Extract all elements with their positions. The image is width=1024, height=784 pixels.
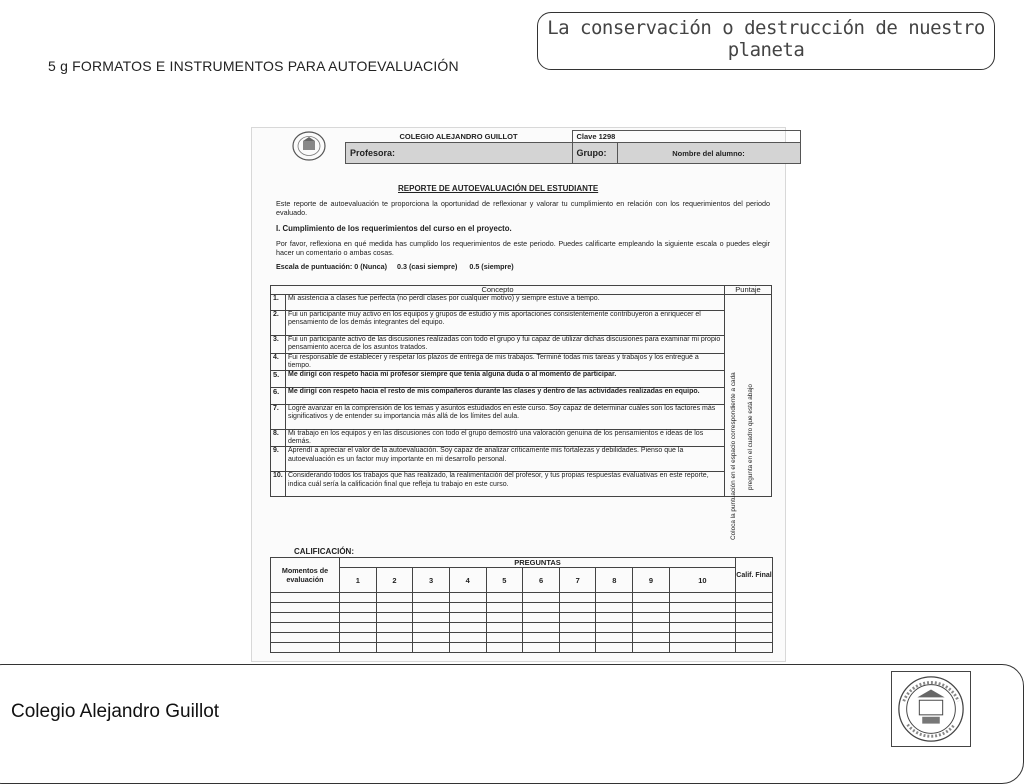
- momentos-label: Momentos de evaluación: [271, 558, 340, 593]
- profesora-label: Profesora:: [346, 143, 573, 164]
- report-intro: Este reporte de autoevaluación te proporciona la oportunidad de reflexionar y valorar tu cumplimiento en relación con los requerimientos del periodo evaluado.: [276, 199, 770, 217]
- clave: Clave 1298: [572, 131, 800, 143]
- report-title: REPORTE DE AUTOEVALUACIÓN DEL ESTUDIANTE: [398, 184, 599, 193]
- table-row: 7. Logré avanzar en la comprensión de los temas y asuntos estudiados en este curso. Soy capaz de determinar cuáles son los factores más significativos y de entender su importancia más allá de los límites del aula.: [271, 405, 772, 430]
- table-row: [271, 633, 773, 643]
- table-row: 6. Me dirigí con respeto hacia el resto de mis compañeros durante las clases y dentro de las actividades realizadas en equipo.: [271, 388, 772, 405]
- table-row: [271, 593, 773, 603]
- alumno-label: Nombre del alumno:: [617, 143, 800, 164]
- school-name: COLEGIO ALEJANDRO GUILLOT: [346, 131, 573, 143]
- table-row: 3. Fui un participante activo de las discusiones realizadas con todo el grupo y fui capaz de utilizar dichas discusiones para examinar mi propio pensamiento acerca de los asuntos tratados.: [271, 336, 772, 353]
- table-row: [271, 603, 773, 613]
- table-row: [271, 613, 773, 623]
- seal-icon: [892, 672, 970, 746]
- table-row: 9. Aprendí a apreciar el valor de la autoevaluación. Soy capaz de analizar críticamente mis fortalezas y debilidades. Pienso que la autoevaluación es un factor muy importante en mi desarrollo personal.: [271, 447, 772, 472]
- school-logo-icon: [291, 130, 327, 162]
- calificacion-table: [270, 557, 773, 653]
- calif-final-label: Calif. Final: [736, 558, 773, 593]
- document-header-table: [345, 130, 801, 164]
- slide-title: La conservación o destrucción de nuestro planeta: [547, 17, 985, 61]
- footer-text: Colegio Alejandro Guillot: [11, 701, 220, 722]
- preguntas-label: PREGUNTAS: [340, 558, 736, 568]
- calificacion-label: CALIFICACIÓN:: [294, 547, 354, 556]
- table-row: 8. Mi trabajo en los equipos y en las discusiones con todo el grupo demostró una valoración genuina de los pensamientos e ideas de los demás.: [271, 430, 772, 447]
- side-note-line-2: pregunta en el cuadro que está abajo: [747, 384, 754, 490]
- table-row: 4. Fui responsable de establecer y respetar los plazos de entrega de mis trabajos. Terminé todas mis tareas y trabajos y los entregué a tiempo.: [271, 353, 772, 370]
- table-row: 2. Fui un participante muy activo en los equipos y grupos de estudio y mis aportaciones consistentemente contribuyeron a enriquecer el pensamiento de los demás integrantes del equipo.: [271, 311, 772, 336]
- table-row: 10. Considerando todos los trabajos que has realizado, la realimentación del profesor, y tus propias respuestas evaluativas en este reporte, indica cuál sería la calificación final que refleja tu trabajo en este curso.: [271, 472, 772, 497]
- scale: Escala de puntuación: 0 (Nunca) 0.3 (casi siempre) 0.5 (siempre): [276, 262, 514, 271]
- slide-heading: 5 g FORMATOS E INSTRUMENTOS PARA AUTOEVALUACIÓN: [48, 58, 459, 74]
- side-note: [727, 295, 771, 543]
- table-row: [271, 643, 773, 653]
- slide-title-box: [537, 12, 995, 70]
- col-puntaje: Puntaje: [725, 286, 772, 295]
- col-concepto: Concepto: [271, 286, 725, 295]
- table-row: 5. Me dirigí con respeto hacia mi profesor siempre que tenía alguna duda o al momento de participar.: [271, 371, 772, 388]
- table-row: 1. Mi asistencia a clases fue perfecta (no perdí clases por cualquier motivo) y siempre estuve a tiempo.: [271, 295, 772, 311]
- footer-box: [0, 664, 1024, 784]
- side-note-line-1: Coloca la puntuación en el espacio correspondiente a cada: [730, 372, 737, 540]
- concept-table: [270, 285, 772, 497]
- school-seal-icon: [891, 671, 971, 747]
- grupo-label: Grupo:: [572, 143, 617, 164]
- question-number-row: 1 2 3 4 5 6 7 8 9 10: [271, 568, 773, 593]
- section-title: I. Cumplimiento de los requerimientos del curso en el proyecto.: [276, 224, 512, 233]
- table-row: [271, 623, 773, 633]
- instructions: Por favor, reflexiona en qué medida has cumplido los requerimientos de este periodo. Puedes calificarte empleando la siguiente escala o puedes elegir hacer un comentario o ambas cosas.: [276, 239, 770, 257]
